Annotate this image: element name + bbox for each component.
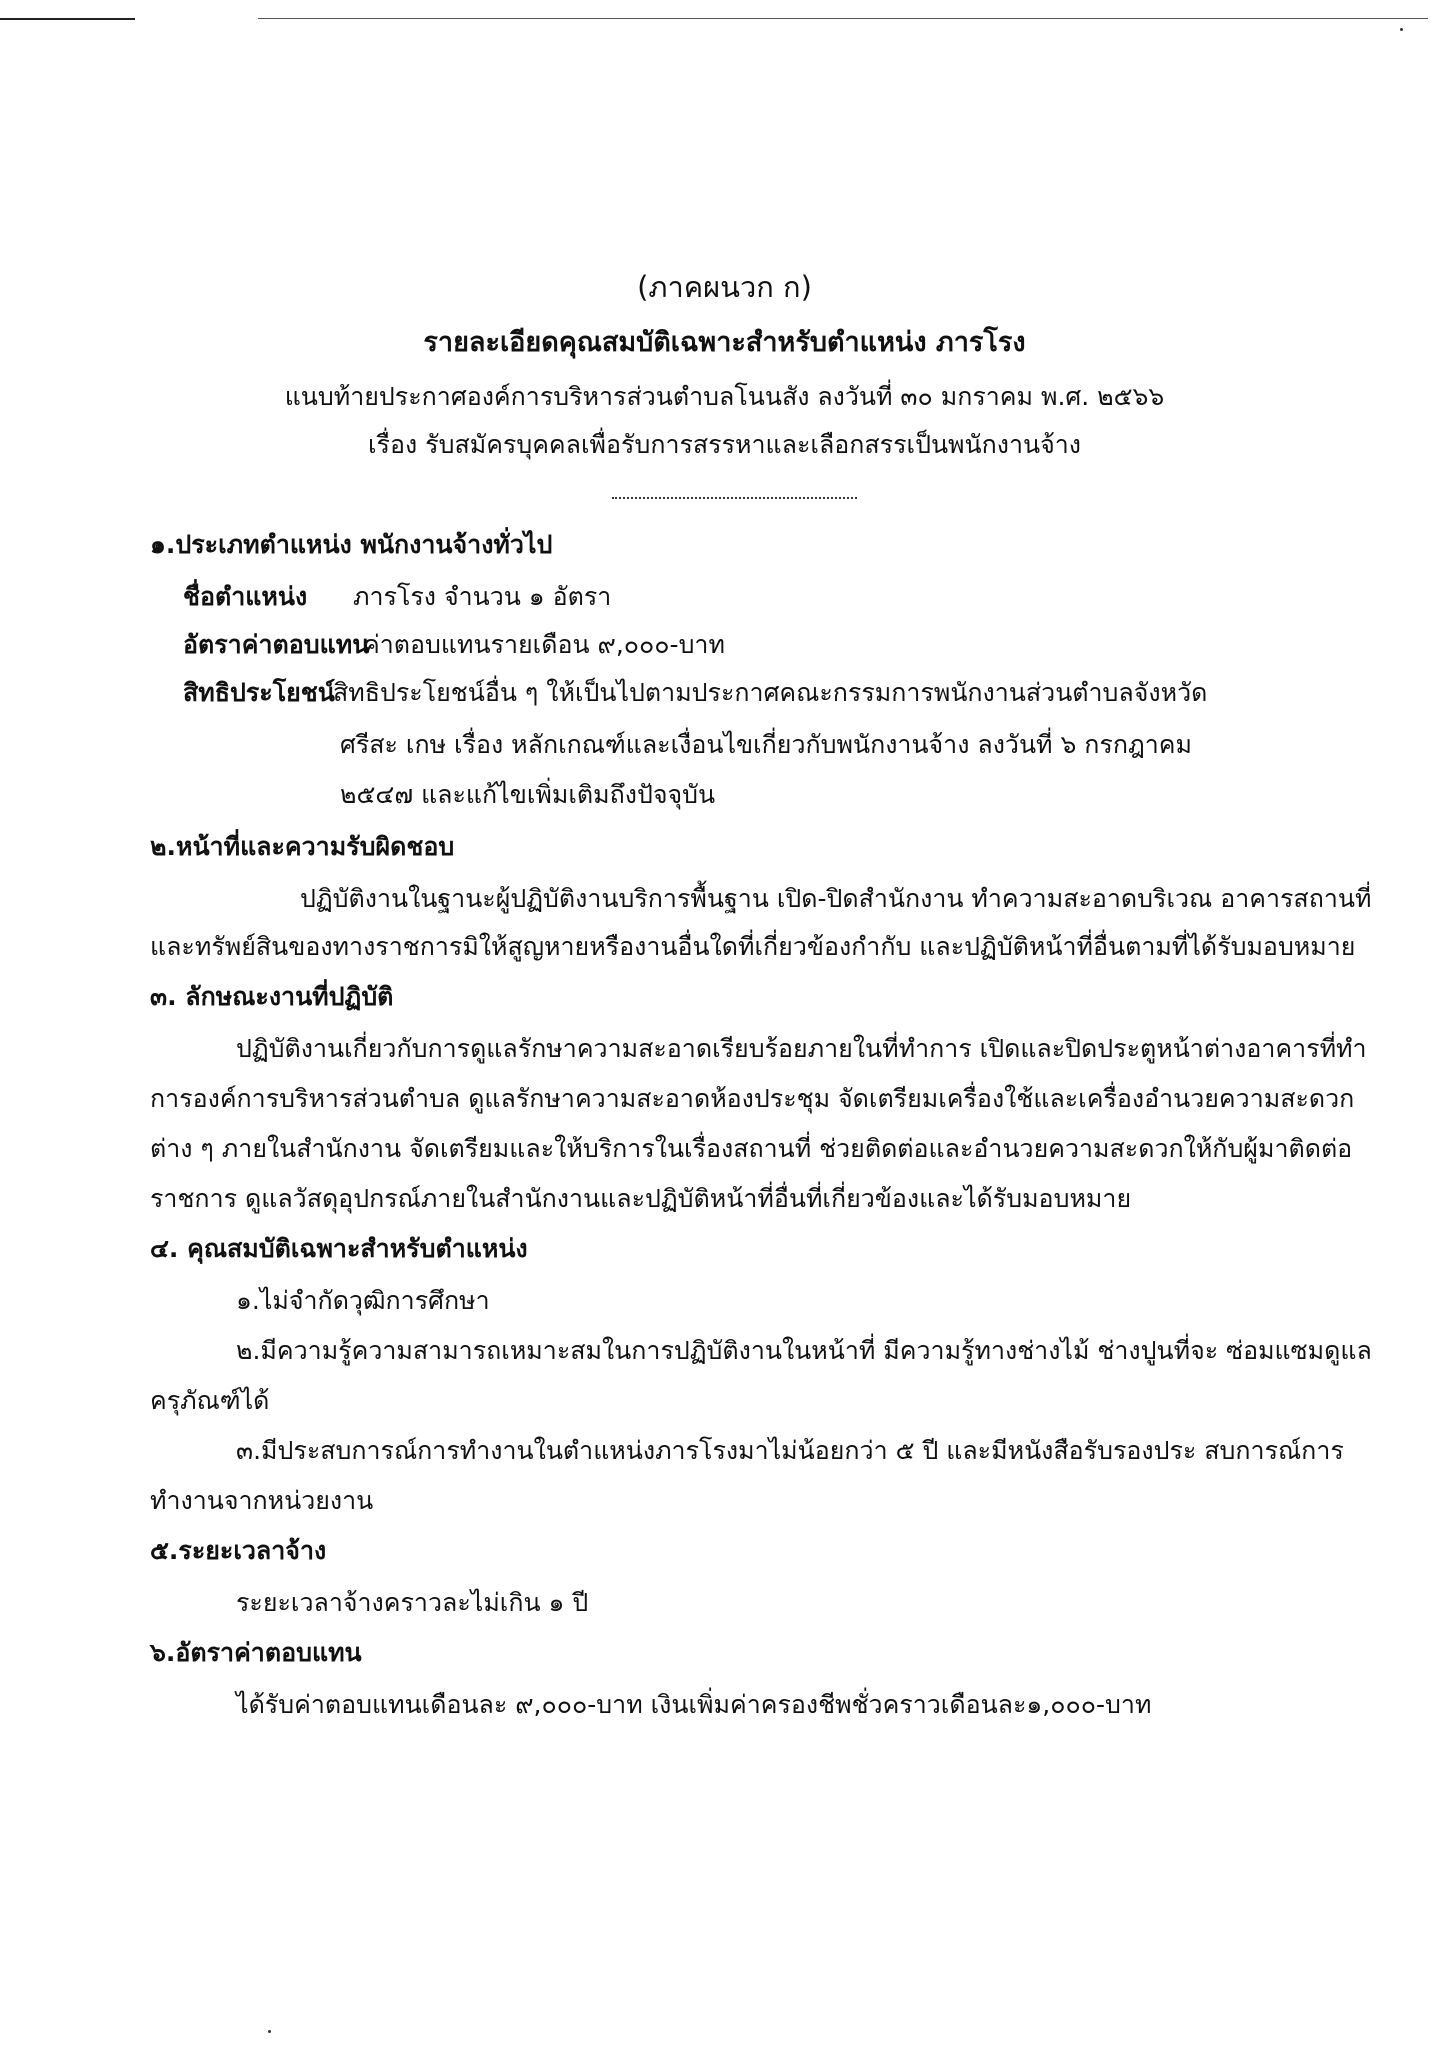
qualification-item-1: ๑.ไม่จำกัดวุฒิการศึกษา — [236, 1286, 490, 1315]
section3-heading: ๓. ลักษณะงานที่ปฏิบัติ — [150, 982, 394, 1011]
section2-line-2: และทรัพย์สินของทางราชการมิให้สูญหายหรืองานอื่นใดที่เกี่ยวข้องกำกับ และปฏิบัติหน้าที่อื่นตามที่ได้รับมอบหมาย — [150, 932, 1356, 961]
qualification-item-3-line-2: ทำงานจากหน่วยงาน — [150, 1486, 374, 1515]
section3-line-4: ราชการ ดูแลวัสดุอุปกรณ์ภายในสำนักงานและปฏิบัติหน้าที่อื่นที่เกี่ยวข้องและได้รับมอบหมาย — [150, 1184, 1132, 1213]
attached-announcement: แนบท้ายประกาศองค์การบริหารส่วนตำบลโนนสัง ลงวันที่ ๓๐ มกราคม พ.ศ. ๒๕๖๖ — [284, 382, 1165, 411]
dotted-separator — [612, 497, 857, 499]
pay-row — [183, 628, 725, 662]
section3-line-1: ปฏิบัติงานเกี่ยวกับการดูแลรักษาความสะอาดเรียบร้อยภายในที่ทำการ เปิดและปิดประตูหน้าต่างอาคารที่ทำ — [236, 1034, 1367, 1063]
section4-heading: ๔. คุณสมบัติเฉพาะสำหรับตำแหน่ง — [150, 1234, 528, 1263]
section6-body: ได้รับค่าตอบแทนเดือนละ ๙,๐๐๐-บาท เงินเพิ่มค่าครองชีพชั่วคราวเดือนละ๑,๐๐๐-บาท — [236, 1690, 1152, 1719]
benefit-label: สิทธิประโยชน์ — [183, 678, 335, 707]
section2-heading: ๒.หน้าที่และความรับผิดชอบ — [150, 832, 455, 861]
position-label: ชื่อตำแหน่ง — [183, 582, 308, 611]
section3-line-3: ต่าง ๆ ภายในสำนักงาน จัดเตรียมและให้บริการในเรื่องสถานที่ ช่วยติดต่อและอำนวยความสะดวกให้กับผู้มาติดต่อ — [150, 1134, 1353, 1163]
section6-heading: ๖.อัตราค่าตอบแทน — [150, 1638, 362, 1667]
qualification-item-2-line-2: ครุภัณฑ์ได้ — [150, 1386, 270, 1415]
subject-line: เรื่อง รับสมัครบุคคลเพื่อรับการสรรหาและเลือกสรรเป็นพนักงานจ้าง — [368, 430, 1081, 459]
scan-speck — [268, 2030, 271, 2033]
document-title: รายละเอียดคุณสมบัติเฉพาะสำหรับตำแหน่ง ภารโรง — [423, 327, 1026, 358]
position-row — [183, 580, 611, 614]
scan-edge-mark — [0, 18, 135, 20]
section5-heading: ๕.ระยะเวลาจ้าง — [150, 1536, 327, 1565]
position-value: ภารโรง จำนวน ๑ อัตรา — [353, 582, 612, 611]
section5-body: ระยะเวลาจ้างคราวละไม่เกิน ๑ ปี — [236, 1588, 589, 1617]
annex-label: (ภาคผนวก ก) — [637, 270, 812, 304]
scan-speck — [1400, 28, 1403, 31]
qualification-item-3-line-1: ๓.มีประสบการณ์การทำงานในตำแหน่งภารโรงมาไม่น้อยกว่า ๕ ปี และมีหนังสือรับรองประ สบการณ์การ — [236, 1436, 1344, 1465]
benefit-line-3: ๒๕๔๗ และแก้ไขเพิ่มเติมถึงปัจจุบัน — [340, 780, 716, 809]
scan-edge-mark — [258, 18, 1428, 19]
section3-line-2: การองค์การบริหารส่วนตำบล ดูแลรักษาความสะอาดห้องประชุม จัดเตรียมเครื่องใช้และเครื่องอำนวยความสะดวก — [150, 1084, 1355, 1113]
benefit-row — [183, 676, 1207, 710]
section2-line-1: ปฏิบัติงานในฐานะผู้ปฏิบัติงานบริการพื้นฐาน เปิด-ปิดสำนักงาน ทำความสะอาดบริเวณ อาคารสถานที่ — [300, 884, 1372, 913]
qualification-item-2-line-1: ๒.มีความรู้ความสามารถเหมาะสมในการปฏิบัติงานในหน้าที่ มีความรู้ทางช่างไม้ ช่างปูนที่จะ ซ่อมแซมดูแล — [236, 1336, 1372, 1365]
pay-label: อัตราค่าตอบแทน — [183, 630, 370, 659]
section1-heading: ๑.ประเภทตำแหน่ง พนักงานจ้างทั่วไป — [150, 530, 553, 559]
benefit-line-2: ศรีสะ เกษ เรื่อง หลักเกณฑ์และเงื่อนไขเกี่ยวกับพนักงานจ้าง ลงวันที่ ๖ กรกฎาคม — [340, 730, 1193, 759]
pay-value: ค่าตอบแทนรายเดือน ๙,๐๐๐-บาท — [363, 630, 725, 659]
benefit-line-1: สิทธิประโยชน์อื่น ๆ ให้เป็นไปตามประกาศคณะกรรมการพนักงานส่วนตำบลจังหวัด — [333, 678, 1208, 707]
